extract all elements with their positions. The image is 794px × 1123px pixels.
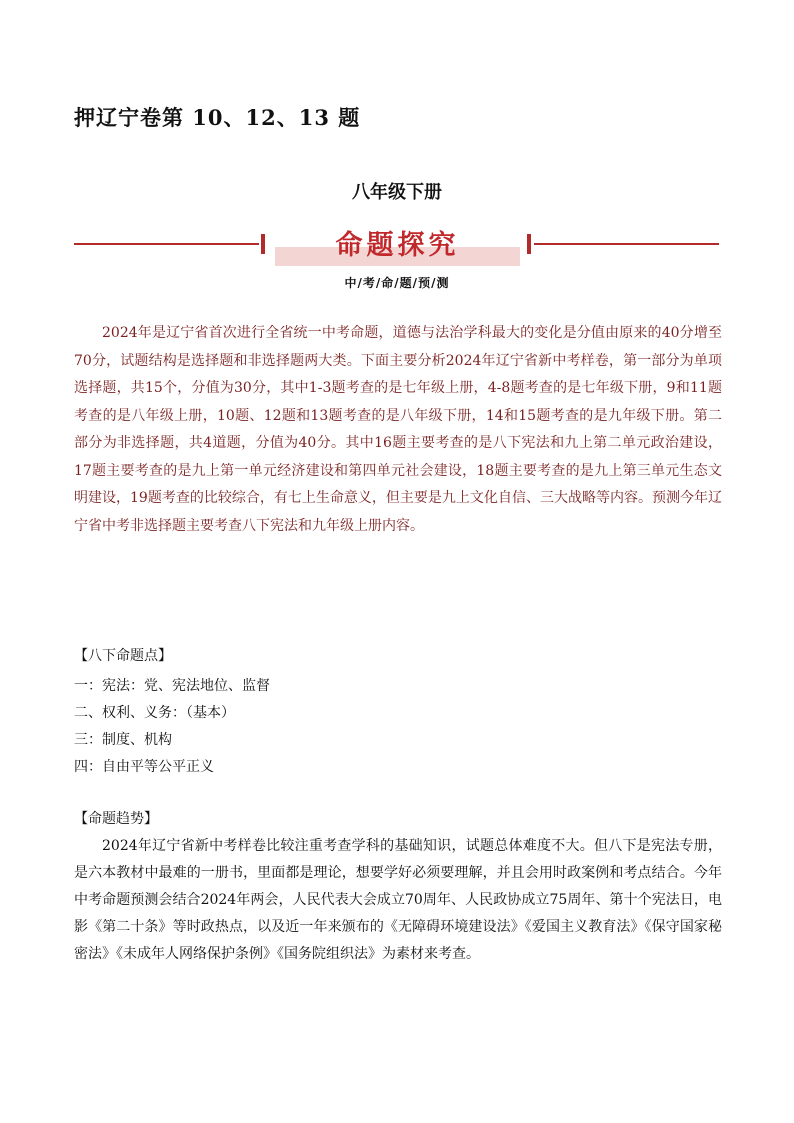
list-item: 四：自由平等公平正义	[74, 759, 214, 775]
banner-tick-left	[261, 234, 265, 254]
grade-subtitle: 八年级下册	[352, 182, 442, 203]
banner-rule-left	[74, 243, 259, 245]
intro-paragraph: 2024年是辽宁省首次进行全省统一中考命题，道德与法治学科最大的变化是分值由原来的40分增至70分，试题结构是选择题和非选择题两大类。下面主要分析2024年辽宁省新中考样卷，第一部分为单项选择题，共15个，分值为30分，其中1-3题考查的是七年级上册，4-8题考查的是七年级下册，9和11题考查的是八年级上册，10题、12题和13题考查的是八年级下册，14和15题考查的是九年级下册。第二部分为非选择题，共4道题，分值为40分。其中16题主要考查的是八下宪法和九上第二单元政治建设，17题主要考查的是九上第一单元经济建设和第四单元社会建设，18题主要考查的是九上第三单元生态文明建设，19题考查的比较综合，有七上生命意义，但主要是九上文化自信、三大战略等内容。预测今年辽宁省中考非选择题主要考查八下宪法和九年级上册内容。	[74, 325, 722, 534]
trend-heading: 【命题趋势】	[74, 811, 158, 827]
banner-heading: 命题探究	[335, 230, 460, 261]
banner-rule-right	[534, 243, 719, 245]
points-heading: 【八下命题点】	[74, 648, 172, 664]
section-banner	[74, 222, 719, 266]
banner-tagline: 中/考/命/题/预/测	[344, 276, 450, 290]
list-item: 三：制度、机构	[74, 732, 172, 748]
trend-paragraph: 2024年辽宁省新中考样卷比较注重考查学科的基础知识，试题总体难度不大。但八下是宪法专册，是六本教材中最难的一册书，里面都是理论，想要学好必须要理解，并且会用时政案例和考点结合。今年中考命题预测会结合2024年两会，人民代表大会成立70周年、人民政协成立75周年、第十个宪法日，电影《第二十条》等时政热点，以及近一年来颁布的《无障碍环境建设法》《爱国主义教育法》《保守国家秘密法》《未成年人网络保护条例》《国务院组织法》为素材来考查。	[74, 838, 722, 962]
page-title: 押辽宁卷第 10、12、13 题	[74, 105, 361, 130]
points-list	[74, 673, 270, 781]
list-item: 一：宪法：党、宪法地位、监督	[74, 678, 270, 694]
list-item: 二、权利、义务：（基本）	[74, 705, 235, 721]
banner-tick-right	[527, 234, 531, 254]
